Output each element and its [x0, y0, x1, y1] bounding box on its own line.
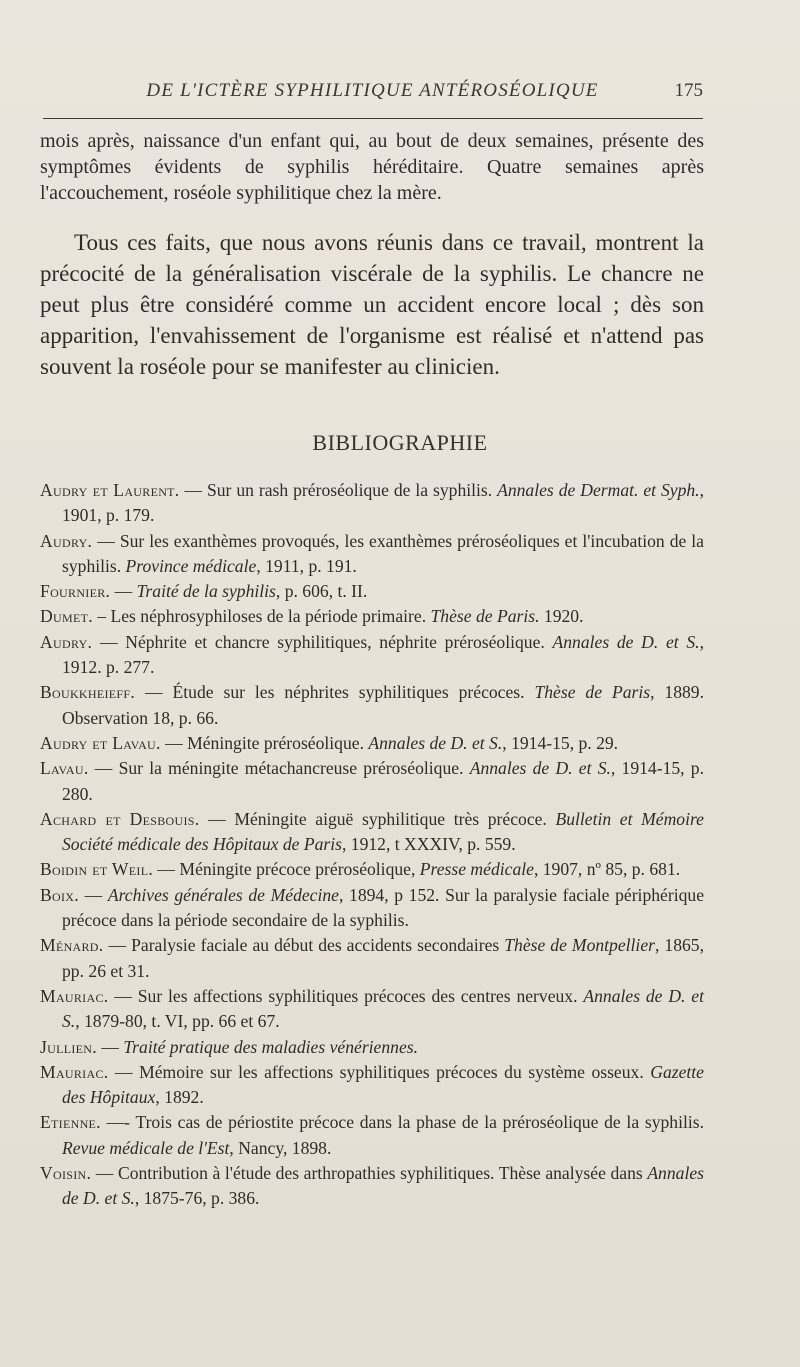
entry-text: — Néphrite et chancre syphilitiques, néphrite préroséolique. — [92, 631, 553, 652]
entry-authors: Jullien. — [40, 1036, 97, 1057]
entry-details: , 1901, p. 179. — [62, 480, 704, 526]
paragraph-text: Tous ces faits, que nous avons réunis dans ce travail, montrent la précocité de la généralisation viscérale de la syphilis. Le chancre ne peut plus être considéré comme un accident encore local ; dès son apparition, l'envahissement de l'organisme est réalisé et n'attend pas souvent la roséole pour se manifester au clinicien. — [40, 230, 704, 379]
entry-authors: Mauriac. — [40, 985, 109, 1006]
entry-details: , 1912. p. 277. — [62, 631, 704, 678]
bibliography-entry — [40, 478, 704, 529]
entry-text: — Méningite précoce préroséolique, — [153, 859, 420, 880]
header-rule — [43, 118, 703, 119]
entry-text: — Contribution à l'étude des arthropathies syphilitiques. Thèse analysée dans — [91, 1163, 648, 1184]
entry-authors: Dumet. — [40, 606, 93, 627]
entry-details: , 1914-15, p. 280. — [62, 758, 704, 804]
page-number: 175 — [674, 80, 703, 101]
bibliography-entry — [40, 1035, 704, 1060]
bibliography-entry — [40, 604, 704, 629]
bibliography-entry — [40, 883, 704, 934]
entry-authors: Audry. — [40, 631, 93, 652]
entry-source: Gazette des Hôpitaux — [62, 1061, 704, 1108]
bibliography-entry — [40, 807, 704, 858]
entry-details: , p. 606, t. II. — [275, 581, 368, 602]
entry-details: , 1914-15, p. 29. — [502, 732, 619, 753]
entry-authors: Boukkheieff. — [40, 682, 136, 703]
entry-source: Presse médicale — [419, 859, 534, 880]
bibliography-entry — [40, 857, 704, 882]
bibliography-entry — [40, 756, 704, 807]
entry-source: Annales de D. et S. — [62, 1163, 704, 1209]
paragraph-text: mois après, naissance d'un enfant qui, au bout de deux semaines, présente des symptômes évidents de syphilis héréditaire. Quatre semaines après l'accouchement, roséole syphilitique chez la mère. — [40, 130, 704, 204]
entry-source: Annales de D. et S. — [552, 631, 700, 652]
bibliography-entry — [40, 529, 704, 580]
entry-authors: Audry et Lavau. — [40, 732, 161, 753]
bibliography-list — [40, 478, 704, 1212]
entry-text: —- Trois cas de périostite précoce dans la phase de la préroséolique de la syphilis. — [100, 1112, 704, 1133]
body-paragraph-2 — [40, 227, 704, 382]
entry-authors: Ménard. — [40, 935, 104, 956]
entry-details: , 1875-76, p. 386. — [134, 1188, 260, 1209]
running-title: DE L'ICTÈRE SYPHILITIQUE ANTÉROSÉOLIQUE — [146, 80, 599, 101]
entry-details: , 1865, pp. 26 et 31. — [62, 935, 704, 981]
entry-text: — — [78, 884, 108, 905]
entry-source: Bulletin et Mémoire Société médicale des Hôpitaux de Paris — [62, 808, 704, 855]
entry-text: — — [110, 581, 137, 602]
bibliography-entry — [40, 933, 704, 984]
entry-authors: Achard et Desbouis. — [40, 808, 200, 829]
entry-source: Annales de D. et S. — [368, 732, 503, 753]
entry-text: — Méningite préroséolique. — [160, 732, 369, 753]
entry-source: Traité pratique des maladies vénériennes. — [123, 1036, 419, 1057]
entry-text: — Sur les affections syphilitiques précoces des centres nerveux. — [108, 985, 584, 1006]
bibliography-entry — [40, 1110, 704, 1161]
entry-authors: Lavau. — [40, 758, 89, 779]
bibliography-entry — [40, 731, 704, 756]
entry-details: , 1911, p. 191. — [256, 555, 357, 576]
entry-authors: Fournier. — [40, 581, 111, 602]
entry-text: — Méningite aiguë syphilitique très précoce. — [199, 808, 556, 829]
entry-text: — Étude sur les néphrites syphilitiques précoces. — [135, 682, 535, 703]
entry-authors: Etienne. — [40, 1112, 101, 1133]
entry-authors: Audry et Laurent. — [40, 480, 180, 500]
entry-source: Thèse de Paris — [534, 682, 651, 703]
bibliography-entry — [40, 984, 704, 1035]
entry-text: — Mémoire sur les affections syphilitiques précoces du système osseux. — [108, 1061, 651, 1082]
entry-text: — Sur la méningite métachancreuse préroséolique. — [88, 758, 470, 779]
bibliography-entry — [40, 1060, 704, 1111]
bibliography-entry — [40, 680, 704, 731]
entry-details: , Nancy, 1898. — [229, 1137, 332, 1158]
entry-authors: Mauriac. — [40, 1061, 109, 1082]
entry-source: Province médicale — [125, 555, 257, 576]
entry-text: — — [96, 1036, 124, 1057]
entry-details: , 1889. Observation 18, p. 66. — [62, 682, 704, 728]
entry-authors: Audry. — [40, 530, 93, 551]
entry-details: , 1907, nº 85, p. 681. — [533, 859, 681, 880]
entry-authors: Boix. — [40, 884, 79, 905]
entry-source: Annales de D. et S. — [469, 758, 611, 779]
entry-text: — Paralysie faciale au début des accidents secondaires — [103, 935, 505, 956]
bibliography-entry — [40, 630, 704, 681]
entry-authors: Voisin. — [40, 1163, 92, 1184]
entry-text: — Sur un rash préroséolique de la syphilis. — [179, 480, 498, 500]
entry-source: Thèse de Montpellier — [504, 935, 655, 956]
entry-text: – Les néphrosyphiloses de la période primaire. — [92, 606, 431, 627]
entry-source: Archives générales de Médecine — [107, 884, 339, 905]
page-header — [40, 80, 705, 108]
entry-details: , 1912, t XXXIV, p. 559. — [341, 834, 516, 855]
entry-authors: Boidin et Weil. — [40, 859, 154, 880]
bibliography-heading: BIBLIOGRAPHIE — [312, 430, 488, 455]
body-paragraph-1 — [40, 128, 704, 206]
entry-source: Thèse de Paris. — [430, 606, 540, 627]
entry-text: — Sur les exanthèmes provoqués, les exanthèmes préroséoliques et l'incubation de la syphilis. — [62, 530, 704, 576]
entry-details: , 1892. — [155, 1087, 204, 1108]
entry-source: Revue médicale de l'Est — [62, 1137, 230, 1158]
bibliography-entry — [40, 579, 704, 604]
entry-source: Annales de Dermat. et Syph. — [497, 480, 700, 500]
entry-details: , 1894, p 152. Sur la paralysie faciale périphérique précoce dans la période secondaire de la syphilis. — [62, 884, 705, 931]
bibliography-entry — [40, 1161, 704, 1212]
entry-details: 1920. — [539, 606, 584, 627]
entry-details: , 1879-80, t. VI, pp. 66 et 67. — [75, 1011, 280, 1032]
entry-source: Annales de D. et S. — [62, 985, 704, 1032]
entry-source: Traité de la syphilis — [136, 581, 276, 602]
